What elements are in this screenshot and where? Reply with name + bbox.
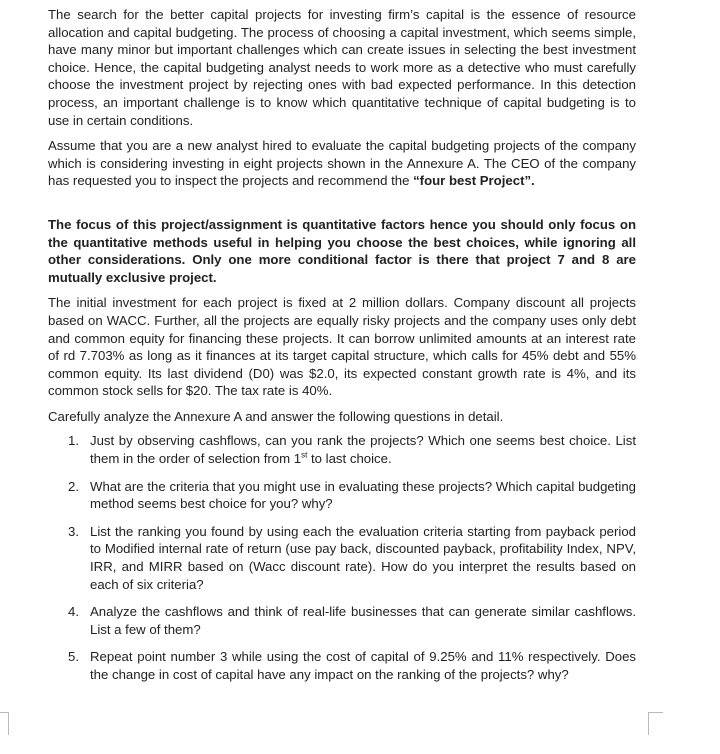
question-number: 2. xyxy=(68,478,79,494)
question-number: 1. xyxy=(68,433,79,449)
question-item-3 xyxy=(48,523,636,593)
assignment-text: Assume that you are a new analyst hired to evaluate the capital budgeting projects of the company which is considering investing in eight projects shown in the Annexure A. The CEO of the company has requested you to inspect the projects and recommend the xyxy=(48,138,636,189)
assignment-paragraph xyxy=(48,137,636,190)
question-number: 5. xyxy=(68,649,79,665)
page-corner-mark-right xyxy=(648,712,663,735)
question-list xyxy=(48,432,636,683)
question-number: 4. xyxy=(68,604,79,620)
ordinal-superscript: st xyxy=(301,450,308,460)
question-number: 3. xyxy=(68,523,79,539)
question-text-end: to last choice. xyxy=(307,451,392,467)
question-item-1 xyxy=(48,432,636,467)
question-item-5 xyxy=(48,648,636,683)
intro-paragraph: The search for the better capital projects for investing firm’s capital is the essence of resource allocation and capital budgeting. The process of choosing a capital investment, which seems simple, have many minor but important challenges which can create issues in selecting the best investment choice. Hence, the capital budgeting analyst needs to work more as a detective who must carefully choose the investment project by rejecting ones with bad expected performance. In this detection process, an important challenge is to know which quantitative technique of capital budgeting is to use in certain conditions. xyxy=(48,7,636,128)
question-item-4 xyxy=(48,603,636,638)
question-text: Repeat point number 3 while using the cost of capital of 9.25% and 11% respectively. Does the change in cost of capital have any impact on the ranking of the projects? why? xyxy=(90,649,636,682)
question-text: What are the criteria that you might use in evaluating these projects? Which capital budgeting method seems best choice for you? why? xyxy=(90,478,636,512)
four-best-project-emphasis: “four best Project”. xyxy=(413,173,535,189)
page-corner-mark-left xyxy=(0,712,9,735)
focus-paragraph: The focus of this project/assignment is quantitative factors hence you should only focus on the quantitative methods useful in helping you choose the best choices, while ignoring all other considerations. Only one more conditional factor is there that project 7 and 8 are mutually exclusive project. xyxy=(48,216,636,285)
instructions-paragraph: Carefully analyze the Annexure A and answer the following questions in detail. xyxy=(48,408,504,424)
question-text: Analyze the cashflows and think of real-life businesses that can generate similar cashflows. List a few of them? xyxy=(90,604,636,637)
question-item-2 xyxy=(48,478,636,513)
question-text: List the ranking you found by using each the evaluation criteria starting from payback period to Modified internal rate of return (use pay back, discounted payback, profitability Index, NPV, IRR, and MIRR based on (Wacc discount rate). How do you interpret the results based on each of six criteria? xyxy=(90,523,636,592)
question-text: Just by observing cashflows, can you rank the projects? Which one seems best choice. List them in the order of selection from 1 xyxy=(90,433,636,467)
document-page xyxy=(48,6,636,694)
investment-details-paragraph: The initial investment for each project is fixed at 2 million dollars. Company discount all projects based on WACC. Further, all the projects are equally risky projects and the company uses only debt and common equity for financing these projects. It can borrow unlimited amounts at an interest rate of rd 7.703% as long as it finances at its target capital structure, which calls for 45% debt and 55% common equity. Its last dividend (D0) was $2.0, its expected constant growth rate is 4%, and its common stock sells for $20. The tax rate is 40%. xyxy=(48,295,636,399)
